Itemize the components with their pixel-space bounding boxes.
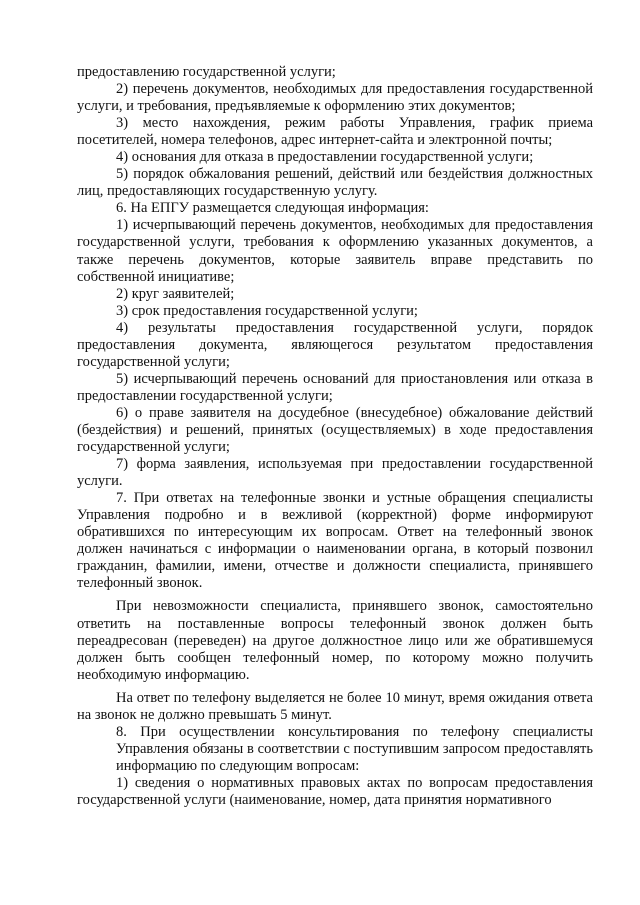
paragraph-section-6-item-4: 4) результаты предоставления государственной услуги, порядок предоставления документа, являющегося результатом предоставления государственной услуги; <box>77 319 593 370</box>
paragraph-section-7-redirect: При невозможности специалиста, принявшего звонок, самостоятельно ответить на поставленные вопросы телефонный звонок должен быть переадресован (переведен) на другое должностное лицо или же обратившемуся должен быть сообщен телефонный номер, по которому можно получить необходимую информацию. <box>77 598 593 683</box>
paragraph-section-7-time-limit: На ответ по телефону выделяется не более 10 минут, время ожидания ответа на звонок не должно превышать 5 минут. <box>77 689 593 723</box>
paragraph-section-6-item-5: 5) исчерпывающий перечень оснований для приостановления или отказа в предоставлении государственной услуги; <box>77 370 593 404</box>
paragraph-continuation: предоставлению государственной услуги; <box>77 64 336 80</box>
paragraph-item-3: 3) место нахождения, режим работы Управления, график приема посетителей, номера телефонов, адрес интернет-сайта и электронной почты; <box>77 115 593 149</box>
paragraph-section-6-item-6: 6) о праве заявителя на досудебное (внесудебное) обжалование действий (бездействия) и решений, принятых (осуществляемых) в ходе предоставления государственной услуги; <box>77 404 593 456</box>
paragraph-item-5: 5) порядок обжалования решений, действий или бездействия должностных лиц, предоставляющих государственную услугу. <box>77 166 593 200</box>
paragraph-item-4: 4) основания для отказа в предоставлении государственной услуги; <box>116 149 534 166</box>
paragraph-section-6-item-3: 3) срок предоставления государственной услуги; <box>116 302 418 319</box>
paragraph-section-7: 7. При ответах на телефонные звонки и устные обращения специалисты Управления подробно и в вежливой (корректной) форме информируют обратившихся по интересующим их вопросам. Ответ на телефонный звонок должен начинаться с информации о наименовании органа, в который позвонил гражданин, фамилии, имени, отчестве и должности специалиста, принявшего телефонный звонок. <box>77 490 593 592</box>
paragraph-section-6-item-2: 2) круг заявителей; <box>116 285 235 302</box>
paragraph-section-6-item-1: 1) исчерпывающий перечень документов, необходимых для предоставления государственной услуги, требования к оформлению указанных документов, а также перечень документов, которые заявитель вправе представить по собственной инициативе; <box>77 217 593 285</box>
paragraph-section-8-item-1: 1) сведения о нормативных правовых актах по вопросам предоставления государственной услуги (наименование, номер, дата принятия нормативного <box>77 774 593 808</box>
paragraph-section-6-item-7: 7) форма заявления, используемая при предоставлении государственной услуги. <box>77 456 593 490</box>
document-page <box>77 64 593 809</box>
paragraph-section-8: 8. При осуществлении консультирования по телефону специалисты Управления обязаны в соответствии с поступившим запросом предоставлять информацию по следующим вопросам: <box>116 723 593 774</box>
paragraph-item-2: 2) перечень документов, необходимых для предоставления государственной услуги, и требования, предъявляемые к оформлению этих документов; <box>77 81 593 115</box>
paragraph-section-6: 6. На ЕПГУ размещается следующая информация: <box>116 200 429 217</box>
